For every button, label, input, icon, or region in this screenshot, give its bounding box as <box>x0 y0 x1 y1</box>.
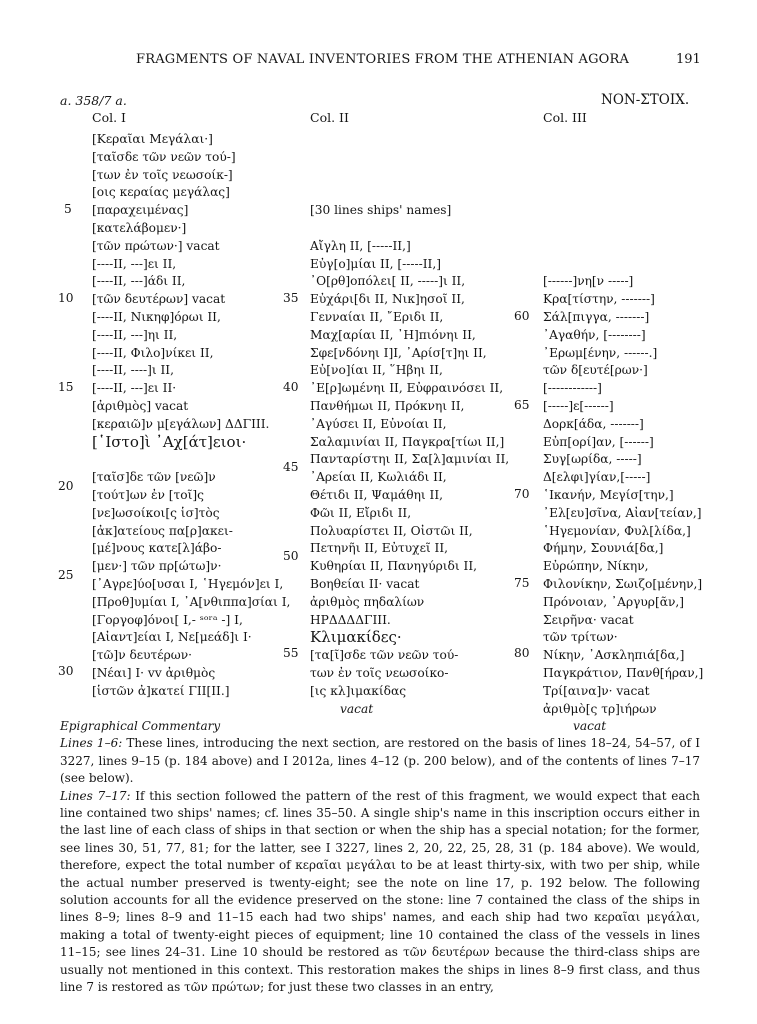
page-number: 191 <box>676 52 701 67</box>
inscription-line: [30 lines ships' names] <box>310 203 452 218</box>
inscription-line: Σαλαμινίαι ΙΙ, Παγκρα[τίωι ΙΙ,] <box>310 434 505 449</box>
inscription-line: [μέ]νους κατε[λ]άβο- <box>92 541 222 556</box>
inscription-line: [----ΙΙ, Νικηφ]όρωι ΙΙ, <box>92 309 221 324</box>
inscription-line: Θέτιδι ΙΙ, Ψαμάθηι ΙΙ, <box>310 487 444 502</box>
inscription-line: ΗΡΔΔΔΔΓΙΙΙ. <box>310 612 391 627</box>
inscription-line: ᾿Ο[ρθ]οπόλει[ ΙΙ, -----]ι ΙΙ, <box>310 274 466 289</box>
running-header: FRAGMENTS OF NAVAL INVENTORIES FROM THE ATHENIAN AGORA <box>136 52 630 67</box>
inscription-line: Φήμην, Σουνιά[δα,] <box>543 541 664 556</box>
column-2-text <box>310 131 509 718</box>
inscription-line: [κεραιῶ]ν μ[εγάλων] ΔΔΓΙΙΙ. <box>92 416 270 431</box>
inscription-line: [τῶν πρώτων·] vacat <box>92 238 220 253</box>
inscription-line <box>543 167 703 185</box>
inscription-line: [----ΙΙ, Φιλο]νίκει ΙΙ, <box>92 345 214 360</box>
inscription-line: Πρόνοιαν, ᾿Αργυρ[ᾶν,] <box>543 594 684 609</box>
inscription-line: των ἐν τοῖς νεωσοίκο- <box>310 665 449 680</box>
inscription-line: τῶν δ[ευτέ[ρων·] <box>543 363 648 378</box>
inscription-line: ῾Ηγεμονίαν, Φυλ[λίδα,] <box>543 523 691 538</box>
commentary-title: Epigraphical Commentary <box>60 719 221 733</box>
inscription-line: [των ἐν τοῖς νεωσοίκ-] <box>92 167 233 182</box>
line-number: 10 <box>58 291 74 305</box>
inscription-line: vacat <box>340 701 374 716</box>
inscription-line: ῾Ικανήν, Μεγίσ[την,] <box>543 487 674 502</box>
commentary-text: If this section followed the pattern of the rest of this fragment, we would expect that each line contained two ships' names; cf. lines 35–50. A single ship's name in this inscription occurs either in the last line of each class of ships in that section or when the ship has a special notation; for the former, see lines 30, 51, 77, 81; for the latter, see I 3227, lines 2, 20, 22, 25, 28, 31 (p. 184 above). We would, therefore, expect the total number of κεραῖαι μεγάλαι to be at least thirty-six, with two per ship, while the actual number preserved is twenty-eight; see the note on line 17, p. 192 below. The following solution accounts for all the evidence preserved on the stone: line 7 contained the class of the ships in lines 8–9; lines 8–9 and 11–15 each had two ships' names, and each ship had two κεραῖαι μεγάλαι, making a total of twenty-eight pieces of equipment; line 10 contained the class of the vessels in lines 11–15; see lines 24–31. Line 10 should be restored as τῶν δευτέρων because the third-class ships are usually not mentioned in this context. This restoration makes the ships in lines 8–9 first class, and thus line 7 is restored as τῶν πρώτων; for just these two classes in an entry, <box>60 788 700 995</box>
line-number: 25 <box>58 568 74 582</box>
commentary-label: Lines 7–17: <box>60 788 131 803</box>
inscription-line: [τῶ]ν δευτέρων· <box>92 648 192 663</box>
inscription-line: Φῶι ΙΙ, Εἴριδι ΙΙ, <box>310 505 412 520</box>
inscription-line: Σειρῆνα· vacat <box>543 612 634 627</box>
inscription-line: Πολυαρίστει ΙΙ, Οἰστῶι ΙΙ, <box>310 523 473 538</box>
inscription-line <box>543 256 703 274</box>
inscription-line: Σφε[νδόνηι Ι]Ι, ᾿Αρίσ[τ]ηι ΙΙ, <box>310 345 487 360</box>
inscription-line: [-----]ε[------] <box>543 398 614 413</box>
inscription-line: Πανθήμωι ΙΙ, Πρόκνηι ΙΙ, <box>310 398 465 413</box>
inscription-line: [----ΙΙ, ----]ι ΙΙ, <box>92 363 174 378</box>
inscription-line: Κλιμακίδες· <box>310 628 402 647</box>
inscription-line: Εὐρώπην, Νίκην, <box>543 559 649 574</box>
inscription-line: [Κεραῖαι Μεγάλαι·] <box>92 132 213 146</box>
inscription-line: [----ΙΙ, ---]ει ΙΙ, <box>92 256 177 271</box>
inscription-line: ᾿Ερωμ[ένην, ------.] <box>543 345 658 360</box>
inscription-line: [ἱστῶν ἀ]κατεί ΓΙΙ[ΙΙ.] <box>92 683 230 698</box>
line-number: 80 <box>514 646 530 660</box>
inscription-line: ᾿Αγύσει ΙΙ, Εὐνοίαι ΙΙ, <box>310 416 447 431</box>
col3-heading: Col. III <box>543 110 587 125</box>
inscription-line <box>310 131 509 149</box>
column-3-text <box>543 131 703 736</box>
inscription-line: ἀριθμὸς πηδαλίων <box>310 594 425 609</box>
inscription-line: vacat <box>573 719 607 734</box>
inscription-line: [τῶν δευτέρων] vacat <box>92 292 226 307</box>
inscription-line: Κρα[τίστην, -------] <box>543 292 655 307</box>
inscription-line: Τρί[αινα]ν· vacat <box>543 683 650 698</box>
inscription-line: Γενναίαι ΙΙ, ῎Εριδι ΙΙ, <box>310 309 444 324</box>
inscription-line: Μαχ[αρίαι ΙΙ, ᾿Η]πιόνηι ΙΙ, <box>310 327 476 342</box>
inscription-line: [τα[ῖ]σδε τῶν νεῶν τού- <box>310 648 459 663</box>
inscription-line: Κυθηρίαι ΙΙ, Πανηγύριδι ΙΙ, <box>310 559 478 574</box>
inscription-line: [ταῖσ]δε τῶν [νεῶ]ν <box>92 470 216 485</box>
line-number: 40 <box>283 380 299 394</box>
inscription-line: Πετηνῆι ΙΙ, Εὐτυχεῖ ΙΙ, <box>310 541 449 556</box>
line-number: 65 <box>514 398 530 412</box>
inscription-line: [Νέαι] Ι· vv ἀριθμὸς <box>92 665 216 680</box>
inscription-line <box>543 131 703 149</box>
line-number: 15 <box>58 380 74 394</box>
inscription-line: [Αἰαντ]είαι Ι, Νε[μεάδ]ι Ι· <box>92 630 252 645</box>
inscription-line: Βοηθείαι ΙΙ· vacat <box>310 576 420 591</box>
commentary-text: These lines, introducing the next section, are restored on the basis of lines 18–24, 54–57, of I 3227, lines 9–15 (p. 184 above) and I 2012a, lines 4–12 (p. 200 below), and of the contents of lines 7–17 (see below). <box>60 736 700 786</box>
inscription-line: [----ΙΙ, ---]ηι ΙΙ, <box>92 327 178 342</box>
inscription-line: Πανταρίστηι ΙΙ, Σα[λ]αμινίαι ΙΙ, <box>310 452 510 467</box>
inscription-line: [ἀριθμὸς] vacat <box>92 398 189 413</box>
inscription-line: [῾Ιστο]ὶ ᾿Αχ[άτ]ειοι· <box>92 432 247 451</box>
line-number: 30 <box>58 664 74 678</box>
line-number: 35 <box>283 291 299 305</box>
inscription-line: [----ΙΙ, ---]ει ΙΙ· <box>92 381 177 396</box>
inscription-line: Δορκ[άδα, -------] <box>543 416 644 431</box>
inscription-line: [ις κλ]ιμακίδας <box>310 683 407 698</box>
line-number: 55 <box>283 646 299 660</box>
inscription-line <box>543 202 703 220</box>
date-label: a. 358/7 a. <box>60 93 127 108</box>
line-number: 20 <box>58 479 74 493</box>
col2-heading: Col. II <box>310 110 349 125</box>
inscription-line: ᾿Αρείαι ΙΙ, Κωλιάδι ΙΙ, <box>310 470 447 485</box>
inscription-line: [------------] <box>543 381 602 396</box>
inscription-line: Εὐγ[ο]μίαι ΙΙ, [-----ΙΙ,] <box>310 256 441 271</box>
inscription-line: Παγκράτιον, Πανθ[ήραν,] <box>543 665 704 680</box>
inscription-line: [μεν·] τῶν πρ[ώτω]ν· <box>92 559 222 574</box>
inscription-line: [νε]ωσοίκοι[ς ἱσ]τὸς <box>92 505 220 520</box>
inscription-line: [παραχειμένας] <box>92 203 189 218</box>
inscription-line: Σάλ[πιγγα, -------] <box>543 309 650 324</box>
inscription-line: ᾿Αγαθήν, [--------] <box>543 327 646 342</box>
inscription-line: [τούτ]ων ἐν [τοῖ]ς <box>92 487 204 502</box>
stoich-label: NON-ΣΤΟΙΧ. <box>601 92 690 108</box>
inscription-line <box>92 451 290 469</box>
inscription-line <box>310 220 509 238</box>
inscription-line <box>310 184 509 202</box>
inscription-line <box>543 220 703 238</box>
inscription-line: [᾿Αγρε]ύο[υσαι Ι, ῾Ηγεμόν]ει Ι, <box>92 576 284 591</box>
inscription-line: [ταῖσδε τῶν νεῶν τού-] <box>92 149 236 164</box>
inscription-line: [ἀκ]ατείους πα[ρ]ακει- <box>92 523 233 538</box>
inscription-line: [οις κεραίας μεγάλας] <box>92 185 230 200</box>
inscription-line: [Γοργοφ]όνοι[ Ι,- ˢᵒʳᵃ -] Ι, <box>92 612 243 627</box>
inscription-line: τῶν τρίτων· <box>543 630 618 645</box>
line-number: 70 <box>514 487 530 501</box>
col1-heading: Col. I <box>92 110 126 125</box>
inscription-line: ᾿Ε[ρ]ωμένηι ΙΙ, Εὐφραινόσει ΙΙ, <box>310 381 504 396</box>
commentary-label: Lines 1–6: <box>60 736 123 751</box>
commentary-paragraph <box>60 788 700 997</box>
inscription-line: Εὐχάρι[δι ΙΙ, Νικ]ησοῖ ΙΙ, <box>310 292 465 307</box>
line-number: 60 <box>514 309 530 323</box>
inscription-line <box>543 149 703 167</box>
inscription-line: Εὐ[νο]ίαι ΙΙ, ῞Ηβηι ΙΙ, <box>310 363 443 378</box>
inscription-line: [----ΙΙ, ---]άδι ΙΙ, <box>92 274 186 289</box>
inscription-line: ἀριθμὸ[ς τρ]ιήρων <box>543 701 657 716</box>
inscription-line: [κατελάβομεν·] <box>92 220 187 235</box>
line-number: 50 <box>283 549 299 563</box>
inscription-line: [------]νη[ν -----] <box>543 274 634 289</box>
commentary-paragraph <box>60 735 700 787</box>
inscription-line: Νίκην, ᾿Ασκληπιά[δα,] <box>543 648 685 663</box>
line-number: 75 <box>514 576 530 590</box>
line-number: 5 <box>64 202 72 216</box>
inscription-line <box>543 238 703 256</box>
line-number: 45 <box>283 460 299 474</box>
inscription-line: [Προθ]υμίαι Ι, ᾿Α[νθιππα]σίαι Ι, <box>92 594 291 609</box>
epigraphical-commentary <box>60 718 700 997</box>
inscription-line <box>310 149 509 167</box>
inscription-line <box>310 167 509 185</box>
inscription-line: Δ[ελφι]γίαν,[-----] <box>543 470 651 485</box>
inscription-line: Εὐπ[ορί]αν, [------] <box>543 434 654 449</box>
inscription-line: Φιλονίκην, Σωιζο[μένην,] <box>543 576 703 591</box>
inscription-line: ᾿Ελ[ευ]σῖνα, Αἰαν[τείαν,] <box>543 505 702 520</box>
column-1-text <box>92 131 290 701</box>
inscription-line <box>543 184 703 202</box>
inscription-line: Αἴγλη ΙΙ, [-----ΙΙ,] <box>310 238 411 253</box>
inscription-line: Συγ[ωρίδα, -----] <box>543 452 642 467</box>
